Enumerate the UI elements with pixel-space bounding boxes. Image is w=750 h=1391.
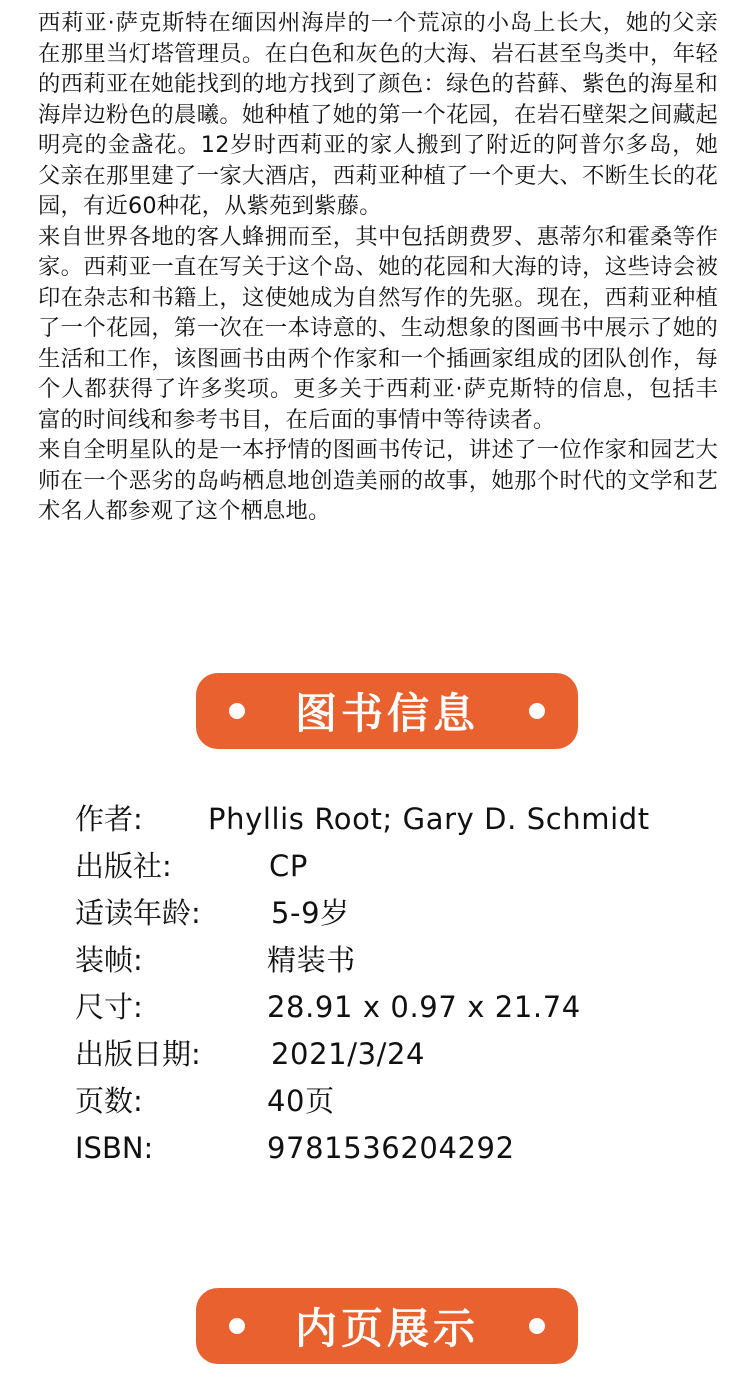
bullet-dot-icon xyxy=(529,703,545,719)
book-info-banner xyxy=(196,673,578,749)
book-description xyxy=(38,8,718,527)
binding-label: 装帧: xyxy=(75,943,143,977)
size-label: 尺寸: xyxy=(75,990,143,1024)
bullet-dot-icon xyxy=(529,1318,545,1334)
bullet-dot-icon xyxy=(229,1318,245,1334)
publisher-label: 出版社: xyxy=(75,849,172,883)
pages-value: 40页 xyxy=(267,1084,335,1118)
isbn-value: 9781536204292 xyxy=(267,1131,515,1165)
description-paragraph-2: 来自世界各地的客人蜂拥而至，其中包括朗费罗、惠蒂尔和霍桑等作家。西莉亚一直在写关于这个岛、她的花园和大海的诗，这些诗会被印在杂志和书籍上，这使她成为自然写作的先驱。现在，西莉亚种植了一个花园，第一次在一本诗意的、生动想象的图画书中展示了她的生活和工作，该图画书由两个作家和一个插画家组成的团队创作，每个人都获得了许多奖项。更多关于西莉亚·萨克斯特的信息，包括丰富的时间线和参考书目，在后面的事情中等待读者。 xyxy=(38,223,718,433)
description-paragraph-3: 来自全明星队的是一本抒情的图画书传记，讲述了一位作家和园艺大师在一个恶劣的岛屿栖息地创造美丽的故事，她那个时代的文学和艺术名人都参观了这个栖息地。 xyxy=(38,437,718,524)
publisher-value: CP xyxy=(269,849,308,883)
info-row-pages xyxy=(75,1078,725,1125)
size-value: 28.91 x 0.97 x 21.74 xyxy=(267,990,581,1024)
info-row-size xyxy=(75,984,725,1031)
inner-pages-banner-title: 内页展示 xyxy=(294,1304,479,1353)
age-value: 5-9岁 xyxy=(271,896,350,930)
info-row-binding xyxy=(75,937,725,984)
binding-value: 精装书 xyxy=(267,943,356,977)
info-row-publisher xyxy=(75,843,725,890)
pub-date-label: 出版日期: xyxy=(75,1037,201,1071)
isbn-label: ISBN: xyxy=(75,1131,154,1165)
bullet-dot-icon xyxy=(229,703,245,719)
info-row-isbn xyxy=(75,1125,725,1172)
description-paragraph-1: 西莉亚·萨克斯特在缅因州海岸的一个荒凉的小岛上长大，她的父亲在那里当灯塔管理员。在白色和灰色的大海、岩石甚至鸟类中，年轻的西莉亚在她能找到的地方找到了颜色：绿色的苔藓、紫色的海星和海岸边粉色的晨曦。她种植了她的第一个花园，在岩石壁架之间藏起明亮的金盏花。12岁时西莉亚的家人搬到了附近的阿普尔多岛，她父亲在那里建了一家大酒店，西莉亚种植了一个更大、不断生长的花园，有近60种花，从紫苑到紫藤。 xyxy=(38,10,718,219)
book-info-banner-title: 图书信息 xyxy=(294,689,479,738)
pages-label: 页数: xyxy=(75,1084,143,1118)
info-row-author xyxy=(75,796,725,843)
author-value: Phyllis Root; Gary D. Schmidt xyxy=(208,802,650,836)
inner-pages-banner xyxy=(196,1288,578,1364)
pub-date-value: 2021/3/24 xyxy=(271,1037,426,1071)
info-row-age xyxy=(75,890,725,937)
age-label: 适读年龄: xyxy=(75,896,201,930)
info-row-pub-date xyxy=(75,1031,725,1078)
author-label: 作者: xyxy=(75,802,143,836)
book-info-list xyxy=(75,796,725,1172)
